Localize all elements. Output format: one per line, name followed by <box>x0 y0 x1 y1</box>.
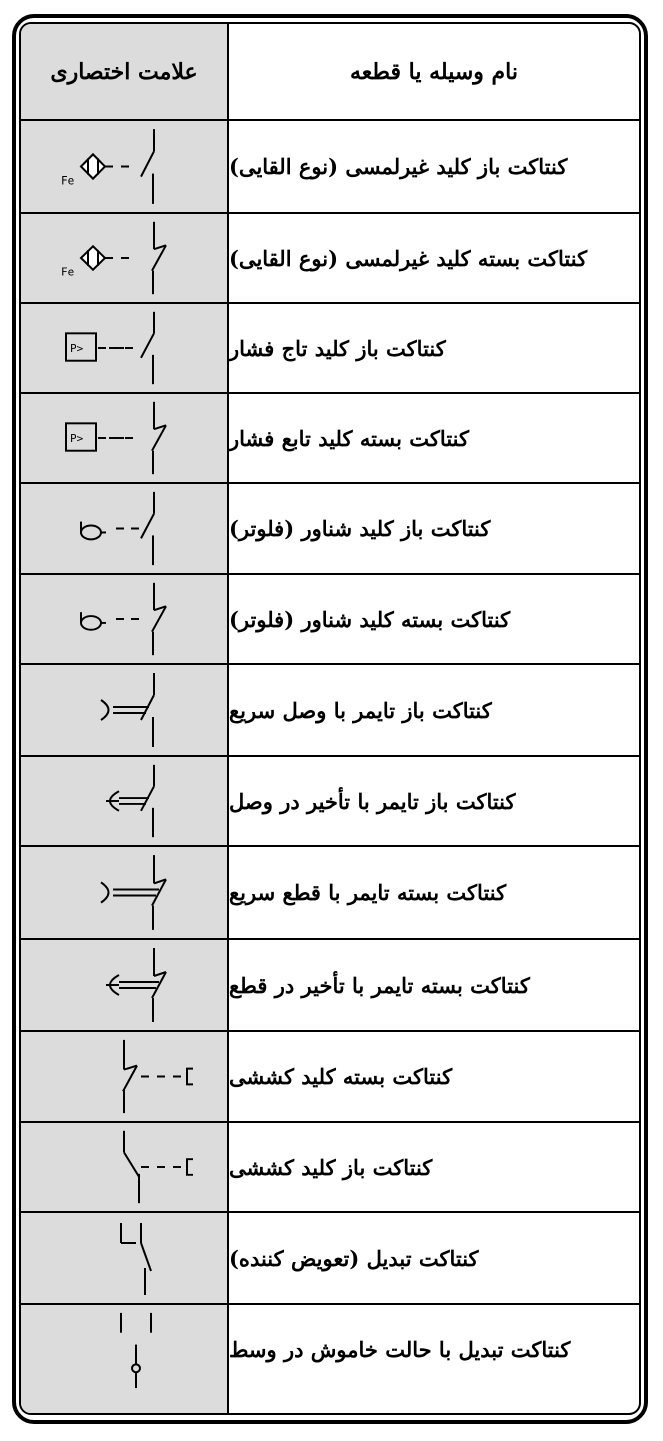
component-name-cell: کنتاکت باز کلید غیرلمسی (نوع القایی) <box>229 154 568 179</box>
symbol-cell <box>21 1305 227 1394</box>
float-nc-icon <box>21 575 227 663</box>
symbol-label-text: Fe <box>60 265 75 279</box>
symbol-cell <box>21 214 227 302</box>
table-row <box>21 1121 639 1211</box>
component-name-cell: کنتاکت تبدیل با حالت خاموش در وسط <box>229 1337 571 1362</box>
table-row <box>21 663 639 755</box>
pressure-no-icon <box>21 304 227 392</box>
component-name-cell: کنتاکت باز کلید تاج فشار <box>229 335 446 361</box>
component-name-cell: کنتاکت باز کلید کششی <box>229 1154 433 1180</box>
symbol-label-text: P> <box>70 342 84 355</box>
component-name-cell: کنتاکت بسته کلید غیرلمسی (نوع القایی) <box>229 245 588 271</box>
table-row <box>21 392 639 482</box>
header-name-column: نام وسیله یا قطعه <box>350 58 518 85</box>
table-row <box>21 573 639 663</box>
timer-no-fast-icon <box>21 665 227 755</box>
component-name-cell: کنتاکت بسته تایمر با قطع سریع <box>229 880 507 905</box>
component-name-cell: کنتاکت باز کلید شناور (فلوتر) <box>229 516 491 541</box>
component-name-cell: کنتاکت بسته کلید شناور (فلوتر) <box>229 606 511 632</box>
pull-no-icon <box>21 1123 227 1211</box>
symbol-cell <box>21 304 227 392</box>
symbol-cell <box>21 940 227 1030</box>
header-symbol-column: علامت اختصاری <box>50 58 198 85</box>
symbol-cell <box>21 121 227 212</box>
component-name-cell: کنتاکت بسته کلید کششی <box>229 1064 453 1089</box>
symbol-cell <box>21 394 227 482</box>
component-name-cell: کنتاکت باز تایمر با وصل سریع <box>229 697 492 723</box>
table-row <box>21 1211 639 1303</box>
changeover-center-off-icon <box>21 1305 227 1394</box>
symbol-cell <box>21 757 227 845</box>
timer-nc-fast-icon <box>21 847 227 938</box>
float-no-icon <box>21 484 227 573</box>
component-name-cell: کنتاکت بسته تایمر با تأخیر در قطع <box>229 972 530 998</box>
symbol-cell <box>21 847 227 938</box>
table-row <box>21 938 639 1030</box>
symbol-cell <box>21 575 227 663</box>
table-row <box>21 302 639 392</box>
symbols-table <box>19 22 641 1415</box>
component-name-cell: کنتاکت باز تایمر با تأخیر در وصل <box>229 788 516 814</box>
symbol-cell <box>21 1123 227 1211</box>
symbol-cell <box>21 484 227 573</box>
pull-nc-icon <box>21 1032 227 1121</box>
symbol-cell <box>21 1032 227 1121</box>
timer-no-delay-icon <box>21 757 227 845</box>
symbol-cell <box>21 1213 227 1303</box>
table-row <box>21 755 639 845</box>
table-row <box>21 212 639 302</box>
table-row <box>21 845 639 938</box>
proximity-no-icon <box>21 121 227 212</box>
symbol-label-text: Fe <box>61 174 75 188</box>
pressure-nc-icon <box>21 394 227 482</box>
symbol-cell <box>21 665 227 755</box>
table-row <box>21 482 639 573</box>
symbol-label-text: P> <box>70 432 84 445</box>
table-row <box>21 119 639 212</box>
component-name-cell: کنتاکت بسته کلید تابع فشار <box>229 425 469 451</box>
proximity-nc-icon <box>21 214 227 302</box>
table-header-row <box>21 24 639 119</box>
changeover-icon <box>21 1213 227 1303</box>
table-row <box>21 1303 639 1394</box>
component-name-cell: کنتاکت تبدیل (تعویض کننده) <box>229 1245 479 1271</box>
timer-nc-delay-icon <box>21 940 227 1030</box>
table-row <box>21 1030 639 1121</box>
